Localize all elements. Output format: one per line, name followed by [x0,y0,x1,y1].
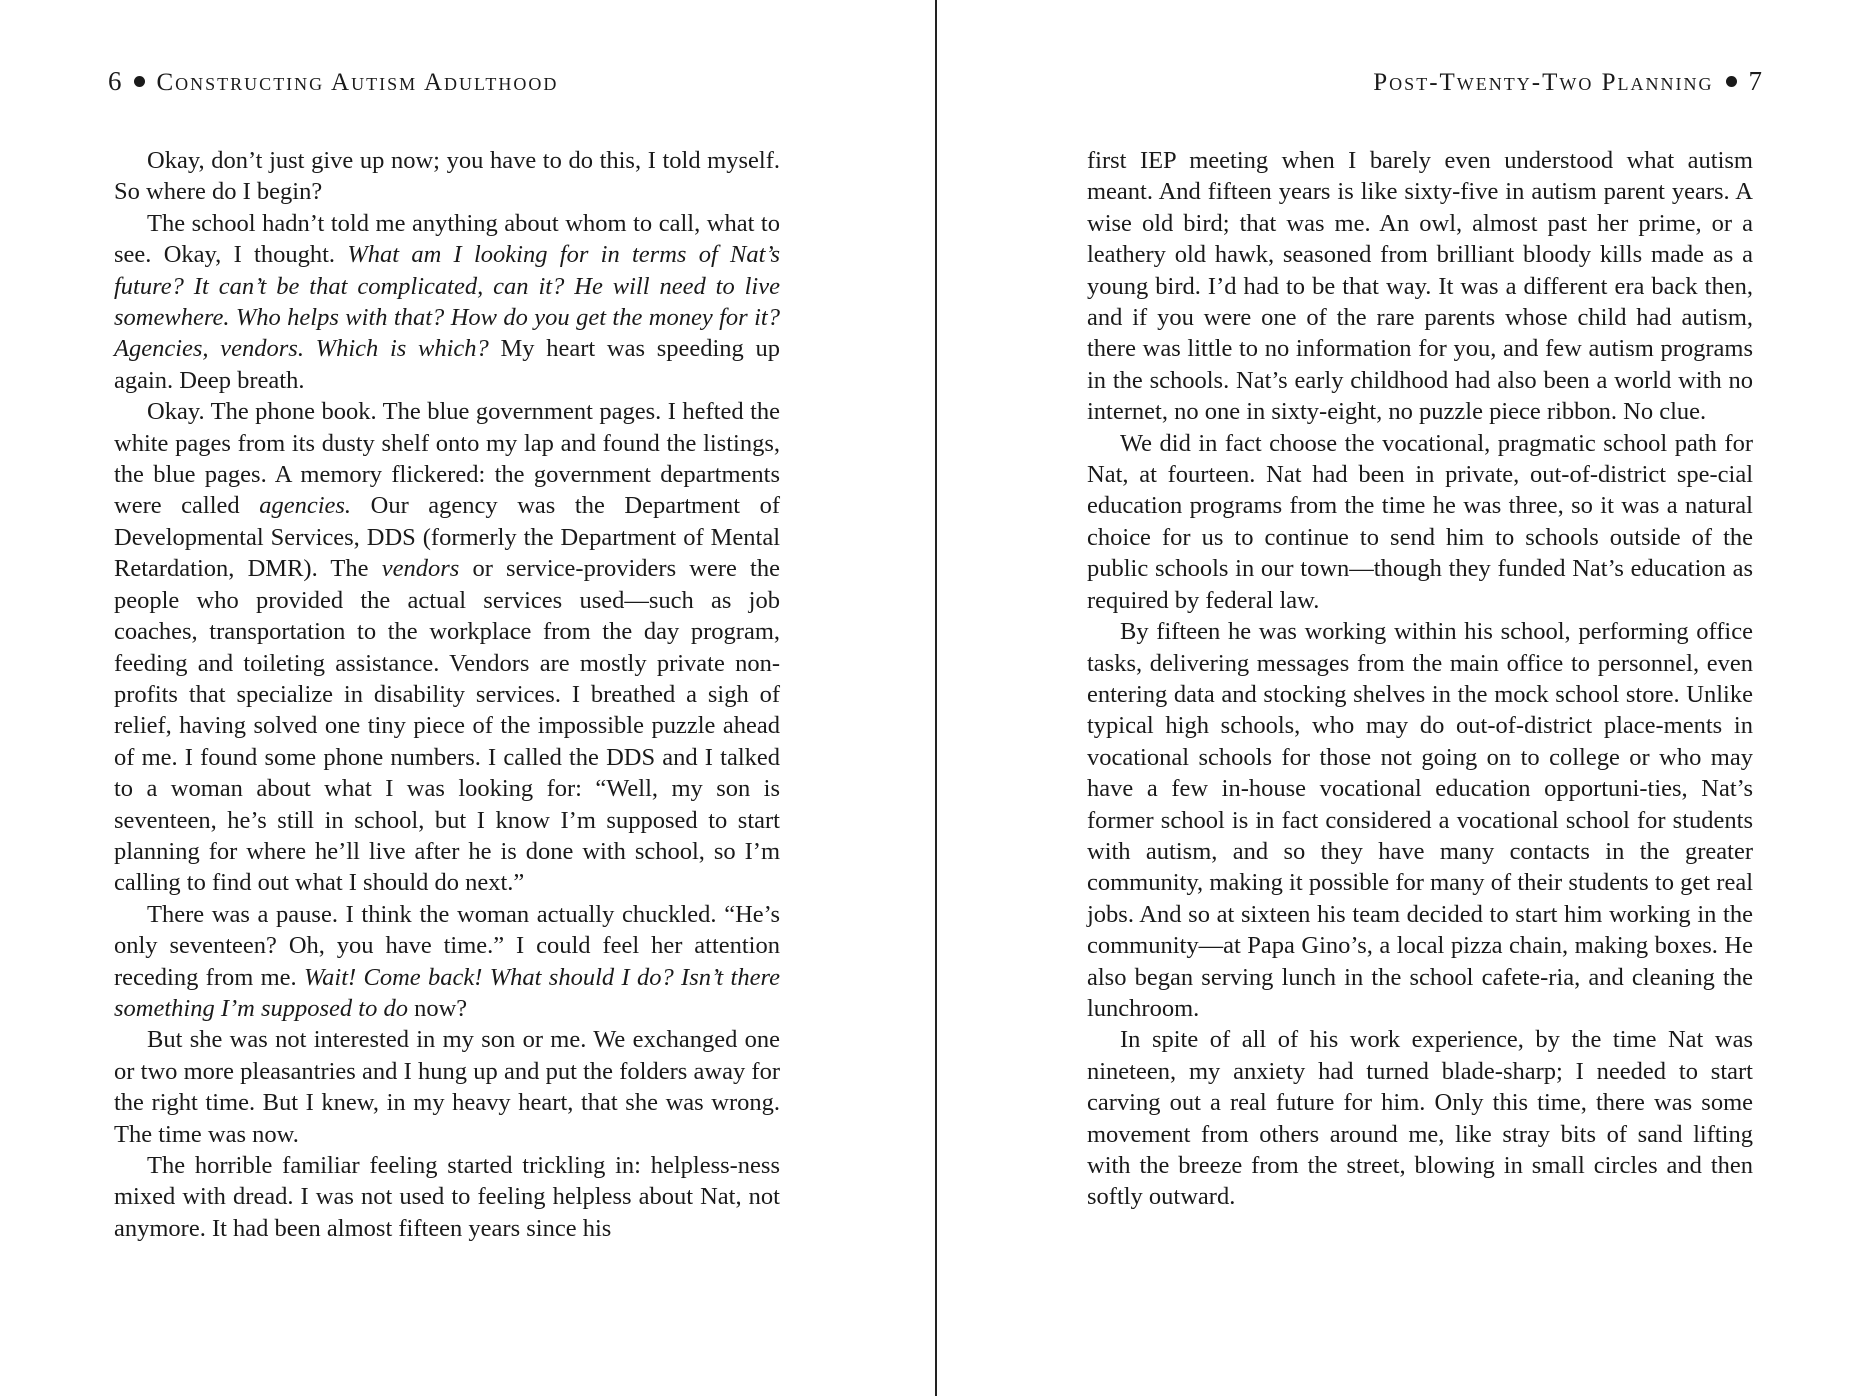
italic-text-run: agencies. [259,492,352,520]
text-run: The horrible familiar feeling started trickling in: helpless-ness mixed with dread. I was not used to feeling helpless about Nat, not anymore. It had been almost fifteen years since his [114,1152,780,1242]
paragraph [114,1150,780,1244]
paragraph [1087,1024,1753,1212]
text-run: We did in fact choose the vocational, pragmatic school path for Nat, at fourteen. Nat had been in private, out-of-district spe-cial education programs from the time he was three, so it was a natural choice for us to continue to send him to schools outside of the public schools in our town—though they funded Nat’s education as required by federal law. [1087,429,1753,614]
right-running-head [1373,66,1762,98]
italic-text-run: What am I looking for in terms of Nat’s future? It can’t be that complicated, can it? He will need to live somewhere. Who helps with that? How do you get the money for it? Agencies, vendors. Which is which? [114,241,780,363]
text-run: first IEP meeting when I barely even understood what autism meant. And fifteen years is like sixty-five in autism parent years. A wise old bird; that was me. An owl, almost past her prime, or a leathery old hawk, seasoned from brilliant bloody kills made as a young bird. I’d had to be that way. It was a different era back then, and if you were one of the rare parents whose child had autism, there was little to no information for you, and few autism programs in the schools. Nat’s early childhood had also been a world with no internet, no one in sixty-eight, no puzzle piece ribbon. No clue. [1087,147,1753,426]
paragraph [114,899,780,1025]
paragraph [114,396,780,899]
book-title-header: Constructing Autism Adulthood [156,69,559,96]
bullet-dot-icon [134,76,145,87]
text-run: The school hadn’t told me anything about whom to call, what to see. Okay, I thought. [114,209,780,269]
text-run: My heart was speeding up again. Deep breath. [114,335,780,394]
text-run: There was a pause. I think the woman actually chuckled. “He’s only seventeen? Oh, you have time.” I could feel her attention receding from me. [114,900,780,991]
text-run: Okay. The phone book. The blue government pages. I hefted the white pages from its dusty shelf onto my lap and found the listings, the blue pages. A memory flickered: the government departments were called [114,398,780,520]
right-body-text [1087,145,1753,1213]
text-run: or service-providers were the people who provided the actual services used—such as job coaches, transportation to the workplace from the day program, feeding and toileting assistance. Vendors are mostly private non-profits that specialize in disability services. I breathed a sigh of relief, having solved one tiny piece of the impossible puzzle ahead of me. I found some phone numbers. I called the DDS and I talked to a woman about what I was looking for: “Well, my son is seventeen, he’s still in school, but I know I’m supposed to start planning for where he’ll live after he is done with school, so I’m calling to find out what I should do next.” [114,555,780,897]
text-run: In spite of all of his work experience, by the time Nat was nineteen, my anxiety had turned blade-sharp; I needed to start carving out a real future for him. Only this time, there was some movement from others around me, like stray bits of sand lifting with the breeze from the street, blowing in small circles and then softly outward. [1087,1026,1753,1211]
paragraph [1087,145,1753,428]
italic-text-run: vendors [381,555,460,583]
italic-text-run: Wait! Come back! What should I do? Isn’t there something I’m supposed to do [114,963,780,1022]
left-running-head [108,66,558,98]
chapter-title-header: Post-Twenty-Two Planning [1373,69,1714,96]
page-number-left: 6 [108,66,122,96]
paragraph [114,145,780,208]
text-run: Okay, don’t just give up now; you have to do this, I told myself. So where do I begin? [114,147,780,206]
paragraph [114,1024,780,1150]
left-body-text [114,145,780,1244]
bullet-dot-icon [1726,76,1737,87]
text-run: But she was not interested in my son or me. We exchanged one or two more pleasantries and I hung up and put the folders away for the right time. But I knew, in my heavy heart, that she was wrong. The time was now. [114,1026,780,1148]
right-page [937,0,1862,1396]
text-run: Our agency was the Department of Developmental Services, DDS (formerly the Department of Mental Retardation, DMR). The [114,492,780,583]
text-run: By fifteen he was working within his school, performing office tasks, delivering messages from the main office to personnel, even entering data and stocking shelves in the mock school store. Unlike typical high schools, who may do out-of-district place-ments in vocational schools for those not going on to college or who may have a few in-house vocational education opportuni-ties, Nat’s former school is in fact considered a vocational school for students with autism, and so they have many contacts in the greater community, making it possible for many of their students to get real jobs. And so at sixteen his team decided to start him working in the community—at Papa Gino’s, a local pizza chain, making boxes. He also began serving lunch in the school cafete-ria, and cleaning the lunchroom. [1087,618,1753,1022]
paragraph [1087,428,1753,616]
text-run: now? [407,994,468,1022]
paragraph [1087,616,1753,1024]
paragraph [114,208,780,396]
page-number-right: 7 [1748,66,1762,96]
